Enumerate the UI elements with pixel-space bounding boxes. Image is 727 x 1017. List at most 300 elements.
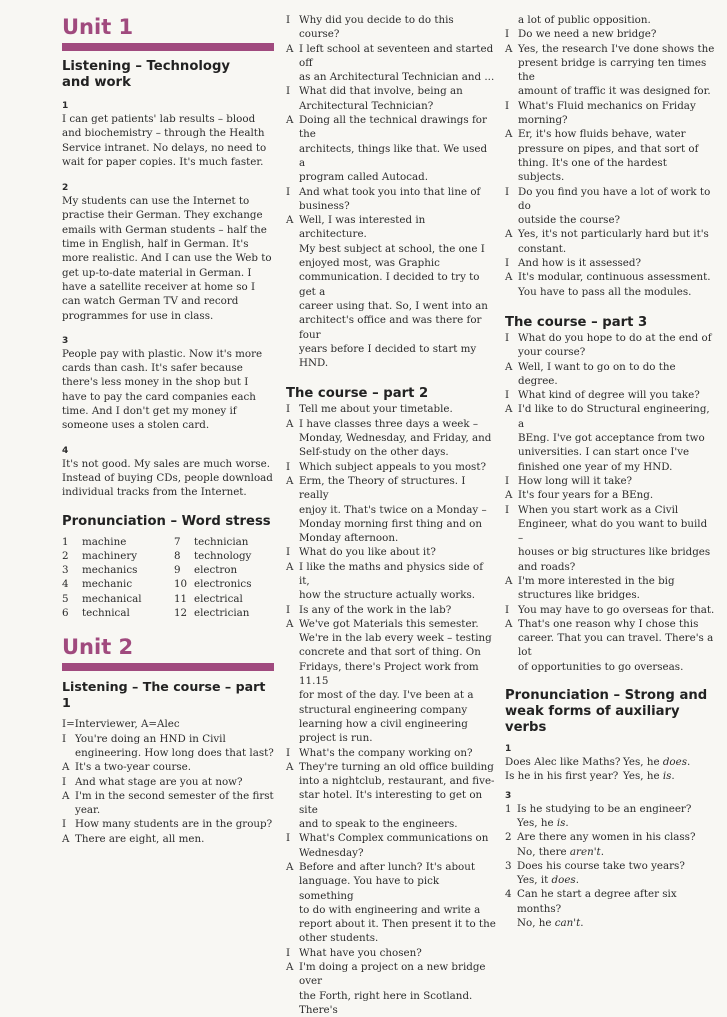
listening-item-2: [62, 183, 274, 323]
dialogue-text: language. You have to pick something: [299, 875, 440, 902]
dialogue-line: [286, 299, 496, 313]
speaker-label: [505, 213, 518, 227]
dialogue-line: [286, 946, 496, 960]
speaker-label: I: [286, 746, 291, 759]
dialogue-text: They're turning an old office building: [299, 760, 494, 773]
dialogue-turn: [286, 960, 496, 1017]
course-part3-heading: The course – part 3: [505, 314, 648, 330]
speaker-label: A: [505, 489, 513, 502]
item-text: I can get patients' lab results – blood and biochemistry – through the Health Service intranet. No delays, no need to wait for paper copies. It's much faster.: [62, 113, 267, 168]
speaker-label: [286, 588, 299, 602]
answer-emphasis: is: [556, 816, 566, 829]
dialogue-text: structures like bridges.: [518, 589, 640, 602]
exercise-row: [505, 755, 715, 769]
speaker-label: I: [505, 603, 510, 616]
dialogue-turn: [505, 227, 715, 256]
dialogue-turn: [286, 185, 496, 214]
listening-item-4: [62, 446, 274, 500]
dialogue-line: [505, 156, 715, 185]
dialogue-line: [286, 903, 496, 917]
dialogue-text: of opportunities to go overseas.: [518, 660, 684, 673]
dialogue-line: [505, 113, 715, 127]
dialogue-turn: [62, 760, 274, 774]
dialogue-line: [286, 788, 496, 817]
dialogue-line: [505, 460, 715, 474]
dialogue-text: And how is it assessed?: [518, 257, 641, 270]
listening-item-3: [62, 336, 274, 433]
dialogue-line: [505, 402, 715, 431]
word-item: [174, 577, 274, 591]
column-1: [62, 0, 274, 846]
dialogue-text: Monday morning first thing and on: [299, 517, 483, 530]
speaker-label: A: [286, 617, 294, 630]
speaker-label: [505, 142, 518, 156]
dialogue-line: [286, 688, 496, 702]
dialogue-text: You may have to go overseas for that.: [518, 603, 715, 616]
speaker-label: I: [286, 85, 291, 98]
answer-prefix: Yes, it: [517, 874, 552, 887]
dialogue-text: Doing all the technical drawings for the: [299, 114, 487, 141]
dialogue-text: How many students are in the group?: [75, 818, 273, 831]
speaker-label: [505, 545, 518, 559]
spacer: [505, 845, 517, 859]
dialogue-turn: [62, 789, 274, 818]
speaker-label: [286, 788, 299, 817]
listening-technology-heading: Listening – Technology and work: [62, 59, 230, 90]
spacer: [505, 816, 517, 830]
speaker-label: A: [505, 228, 513, 241]
word-item: [174, 592, 274, 606]
dialogue-turn: [286, 746, 496, 760]
dialogue-text: years before I decided to start my HND.: [299, 342, 477, 370]
speaker-label: I: [505, 28, 510, 41]
answer-prefix: No, he: [517, 917, 555, 930]
dialogue-line: [62, 760, 274, 774]
dialogue-turn: [505, 474, 715, 488]
dialogue-text: business?: [299, 199, 350, 212]
dialogue-line: [286, 113, 496, 142]
speaker-label: [505, 56, 518, 85]
dialogue-turn: [62, 817, 274, 831]
dialogue-line: [286, 213, 496, 242]
speaker-label: [286, 931, 299, 945]
dialogue-turn: [505, 127, 715, 184]
dialogue-line: [505, 617, 715, 631]
answer-text: [517, 916, 584, 930]
answer-text: [623, 769, 715, 783]
dialogue-text: What kind of degree will you take?: [518, 389, 700, 402]
dialogue-text: star hotel. It's interesting to get on site: [299, 789, 483, 816]
dialogue-line: [505, 603, 715, 617]
speaker-label: I: [286, 603, 291, 616]
dialogue-text: Fridays, there's Project work from 11.15: [299, 660, 479, 688]
dialogue-turn: [62, 775, 274, 789]
dialogue-text: other students.: [299, 932, 379, 945]
answer-text: [623, 755, 715, 769]
word-number: 9: [174, 564, 181, 577]
speaker-label: [286, 817, 299, 831]
speaker-label: [286, 917, 299, 931]
item-number: 1: [62, 101, 69, 111]
dialogue-text: We've got Materials this semester.: [299, 617, 479, 630]
speaker-label: [505, 560, 518, 574]
dialogue-text: career using that. So, I went into an: [299, 299, 488, 312]
dialogue-turn: [286, 13, 496, 42]
dialogue-line: [286, 631, 496, 645]
speaker-label: [286, 989, 299, 1017]
dialogue-line: [286, 142, 496, 171]
dialogue-text: enjoyed most, was Graphic: [299, 257, 440, 270]
word-text: mechanic: [82, 578, 133, 591]
dialogue-text: Erm, the Theory of structures. I really: [299, 474, 466, 502]
dialogue-text: Why did you decide to do this course?: [299, 14, 454, 41]
dialogue-turn: [505, 27, 715, 41]
speaker-label: A: [62, 761, 70, 774]
dialogue-text: I'd like to do Structural engineering, a: [518, 403, 710, 430]
dialogue-text: And what stage are you at now?: [75, 775, 243, 788]
speaker-label: [286, 903, 299, 917]
answer-suffix: .: [575, 874, 579, 887]
dialogue-text: a lot of public opposition.: [518, 14, 651, 26]
dialogue-text: as an Architectural Technician and ...: [299, 71, 495, 84]
speaker-label: [286, 517, 299, 531]
unit-2-title: Unit 2: [62, 635, 134, 660]
speaker-label: I: [505, 99, 510, 112]
dialogue-text: Wednesday?: [299, 846, 364, 859]
dialogue-text: outside the course?: [518, 214, 621, 227]
dialogue-turn: [286, 545, 496, 559]
speaker-label: A: [286, 114, 294, 127]
dialogue-text: Tell me about your timetable.: [299, 403, 453, 416]
dialogue-line: [286, 402, 496, 416]
dialogue-line: [505, 431, 715, 445]
dialogue-turn: [286, 560, 496, 603]
dialogue-line: [286, 746, 496, 760]
dialogue-text: My best subject at school, the one I: [299, 242, 485, 255]
dialogue-text: I left school at seventeen and started off: [299, 42, 494, 69]
dialogue-part2-continued: [505, 13, 715, 299]
dialogue-line: [62, 746, 274, 760]
dialogue-line: [286, 531, 496, 545]
dialogue-line: [505, 242, 715, 256]
speaker-label: [505, 113, 518, 127]
spacer: [505, 916, 517, 930]
dialogue-text: Is any of the work in the lab?: [299, 603, 452, 616]
answer-suffix: .: [671, 770, 675, 783]
spacer: [505, 873, 517, 887]
word-number: 3: [62, 564, 69, 577]
speaker-label: I: [505, 185, 510, 198]
exercise-item: [505, 887, 715, 930]
dialogue-line: [286, 560, 496, 589]
speaker-label: A: [286, 961, 294, 973]
speaker-label: [286, 874, 299, 903]
speaker-label: I: [505, 389, 510, 402]
speaker-label: I: [286, 946, 291, 959]
dialogue-line: [286, 185, 496, 199]
speaker-label: I: [286, 14, 291, 26]
dialogue-line: [286, 760, 496, 774]
answer-prefix: Yes, he: [623, 756, 663, 769]
word-text: electronics: [194, 578, 252, 591]
item-text: People pay with plastic. Now it's more cards than cash. It's safer because there's less money in the shop but I have to pay the card companies each time. And I don't get my money if someone uses a stolen card.: [62, 347, 263, 432]
speaker-label: [286, 342, 299, 371]
dialogue-text: There are eight, all men.: [75, 832, 205, 845]
item-number: 1: [505, 802, 512, 815]
speaker-label: [505, 460, 518, 474]
speaker-label: [505, 631, 518, 660]
dialogue-text: What's the company working on?: [299, 746, 473, 759]
dialogue-text: Monday, Wednesday, and Friday, and: [299, 432, 492, 445]
speaker-label: I: [505, 257, 510, 270]
speaker-label: [286, 846, 299, 860]
dialogue-line: [505, 99, 715, 113]
dialogue-line: [286, 342, 496, 371]
dialogue-turn: [286, 760, 496, 831]
dialogue-turn: [286, 402, 496, 416]
dialogue-text: What do you hope to do at the end of: [518, 331, 712, 344]
dialogue-turn: [505, 13, 715, 27]
dialogue-text: What have you chosen?: [299, 946, 422, 959]
dialogue-text: universities. I can start once I've: [518, 446, 690, 459]
dialogue-text: How long will it take?: [518, 474, 633, 487]
dialogue-line: [62, 817, 274, 831]
dialogue-text: project is run.: [299, 732, 373, 745]
dialogue-line: [286, 517, 496, 531]
dialogue-line: [62, 732, 274, 746]
speaker-label: A: [286, 42, 294, 55]
dialogue-text: What do you like about it?: [299, 546, 436, 559]
dialogue-line: [62, 789, 274, 803]
dialogue-text: learning how a civil engineering: [299, 717, 468, 730]
listening-course-part1-heading: Listening – The course – part 1: [62, 679, 266, 711]
dialogue-text: That's one reason why I chose this: [518, 617, 699, 630]
speaker-label: [286, 774, 299, 788]
dialogue-line: [286, 84, 496, 98]
dialogue-text: report about it. Then present it to the: [299, 918, 496, 931]
dialogue-text: and roads?: [518, 560, 576, 573]
speaker-label: [286, 688, 299, 702]
dialogue-line: [505, 27, 715, 41]
dialogue-text: You have to pass all the modules.: [518, 285, 692, 298]
speaker-label: [505, 517, 518, 546]
dialogue-line: [62, 803, 274, 817]
dialogue-line: [286, 474, 496, 503]
word-text: technical: [82, 607, 130, 620]
dialogue-line: [505, 42, 715, 56]
dialogue-line: [505, 142, 715, 156]
word-item: [174, 606, 274, 620]
answer-suffix: .: [565, 816, 569, 829]
dialogue-text: Before and after lunch? It's about: [299, 860, 476, 873]
dialogue-text: Which subject appeals to you most?: [299, 460, 486, 473]
word-number: 4: [62, 578, 69, 591]
dialogue-text: the Forth, right here in Scotland. There's: [299, 989, 473, 1016]
dialogue-line: [286, 645, 496, 659]
dialogue-text: how the structure actually works.: [299, 589, 476, 602]
dialogue-line: [286, 774, 496, 788]
answer-line: [505, 845, 715, 859]
dialogue-text: Do you find you have a lot of work to do: [518, 185, 711, 212]
dialogue-turn: [505, 360, 715, 389]
answer-line: [505, 916, 715, 930]
speaker-label: [505, 285, 518, 299]
dialogue-text: It's four years for a BEng.: [518, 489, 654, 502]
word-text: electron: [194, 564, 238, 577]
word-number: 1: [62, 535, 69, 548]
speaker-label: I: [505, 331, 510, 344]
speaker-label: I: [62, 775, 67, 788]
dialogue-line: [505, 388, 715, 402]
dialogue-line: [505, 445, 715, 459]
speaker-label: [505, 588, 518, 602]
dialogue-turn: [62, 832, 274, 846]
dialogue-text: Well, I was interested in architecture.: [299, 214, 426, 241]
word-text: electrical: [194, 592, 243, 605]
dialogue-turn: [505, 617, 715, 674]
dialogue-line: [286, 931, 496, 945]
word-text: machine: [82, 535, 127, 548]
dialogue-line: [286, 431, 496, 445]
answer-text: [517, 816, 569, 830]
speaker-label: A: [505, 128, 513, 141]
exercise-number: 3: [505, 790, 512, 801]
item-number: 2: [62, 183, 69, 194]
answer-suffix: .: [580, 917, 584, 930]
speaker-label: I: [62, 818, 67, 831]
speaker-label: A: [286, 760, 294, 773]
dialogue-line: [286, 313, 496, 342]
answer-suffix: .: [687, 756, 691, 769]
item-text: It's not good. My sales are much worse. Instead of buying CDs, people download individual tracks from the Internet.: [62, 457, 273, 499]
word-number: 7: [174, 535, 181, 548]
exercise-3: [505, 802, 715, 931]
listening-item-1: [62, 101, 274, 169]
dialogue-part1: [62, 732, 274, 846]
answer-emphasis: aren't: [569, 845, 601, 858]
word-text: technology: [194, 549, 252, 562]
exercise-item: [505, 859, 715, 888]
dialogue-line: [286, 917, 496, 931]
dialogue-line: [286, 417, 496, 431]
word-number: 11: [174, 592, 188, 605]
dialogue-text: morning?: [518, 114, 568, 127]
question-line: [505, 802, 715, 816]
word-item: [62, 606, 174, 620]
column-2: [286, 0, 496, 1017]
dialogue-part2: [286, 402, 496, 1017]
dialogue-turn: [505, 388, 715, 402]
speaker-label: [286, 645, 299, 659]
dialogue-line: [286, 817, 496, 831]
answer-prefix: Yes, he: [623, 770, 663, 783]
dialogue-line: [505, 56, 715, 85]
dialogue-line: [286, 42, 496, 71]
speaker-label: [286, 445, 299, 459]
unit-2-divider: [62, 663, 274, 671]
item-text: My students can use the Internet to practise their German. They exchange emails with German students – half the time in English, half in German. It's more realistic. And I can use the Web to get up-to-date material in German. I have a satellite receiver at home so I can watch German TV and record programmes for use in class.: [62, 195, 272, 322]
dialogue-turn: [286, 417, 496, 460]
unit-1-divider: [62, 43, 274, 51]
answer-emphasis: does: [551, 874, 576, 887]
speaker-label: [286, 717, 299, 731]
dialogue-text: What's Complex communications on: [299, 832, 489, 845]
question-line: [505, 859, 715, 873]
speaker-label: I: [286, 546, 291, 559]
word-number: 5: [62, 592, 69, 605]
dialogue-line: [286, 13, 496, 42]
speaker-label: A: [505, 403, 513, 416]
item-number: 4: [505, 888, 512, 901]
dialogue-text: Self-study on the other days.: [299, 446, 449, 459]
dialogue-text: your course?: [518, 346, 586, 359]
word-item: [62, 592, 174, 606]
dialogue-text: enjoy it. That's twice on a Monday –: [299, 503, 487, 516]
dialogue-line: [505, 345, 715, 359]
dialogue-line: [505, 503, 715, 517]
speaker-label: [286, 270, 299, 299]
dialogue-line: [505, 185, 715, 214]
speaker-label: A: [505, 360, 513, 373]
dialogue-text: Well, I want to go on to do the degree.: [518, 360, 676, 387]
speaker-label: [286, 242, 299, 256]
speaker-label: [62, 746, 75, 760]
dialogue-text: What's Fluid mechanics on Friday: [518, 99, 696, 112]
dialogue-turn: [286, 617, 496, 746]
dialogue-line: [505, 270, 715, 284]
dialogue-line: [505, 360, 715, 389]
speaker-label: I: [286, 460, 291, 473]
dialogue-text: year.: [75, 804, 101, 817]
speaker-label: [505, 242, 518, 256]
dialogue-text: Monday afternoon.: [299, 532, 399, 545]
dialogue-line: [505, 127, 715, 141]
dialogue-part1-continued: [286, 13, 496, 370]
dialogue-line: [286, 731, 496, 745]
dialogue-line: [505, 660, 715, 674]
dialogue-text: thing. It's one of the hardest subjects.: [518, 156, 667, 184]
word-number: 8: [174, 549, 181, 562]
speaker-label: [286, 99, 299, 113]
speaker-label: I: [505, 503, 510, 516]
question-text: Is he studying to be an engineer?: [517, 802, 692, 815]
dialogue-text: It's a two-year course.: [75, 761, 192, 774]
dialogue-text: Yes, it's not particularly hard but it's: [518, 228, 709, 241]
exercise-number: 1: [505, 744, 512, 755]
dialogue-text: communication. I decided to try to get a: [299, 271, 480, 298]
dialogue-line: [286, 99, 496, 113]
word-text: electrician: [194, 607, 250, 620]
speaker-label: [286, 660, 299, 689]
dialogue-turn: [505, 402, 715, 473]
word-item: [62, 563, 174, 577]
dialogue-turn: [286, 946, 496, 960]
speaker-label: A: [286, 474, 294, 487]
speaker-label: [286, 142, 299, 171]
answer-line: [505, 873, 715, 887]
word-item: [174, 535, 274, 549]
dialogue-turn: [286, 460, 496, 474]
dialogue-line: [286, 170, 496, 184]
dialogue-line: [286, 588, 496, 602]
dialogue-line: [286, 846, 496, 860]
dialogue-line: [505, 517, 715, 546]
dialogue-turn: [286, 860, 496, 946]
dialogue-line: [62, 832, 274, 846]
answer-emphasis: is: [662, 770, 672, 783]
dialogue-text: constant.: [518, 242, 567, 255]
speaker-label: [286, 299, 299, 313]
